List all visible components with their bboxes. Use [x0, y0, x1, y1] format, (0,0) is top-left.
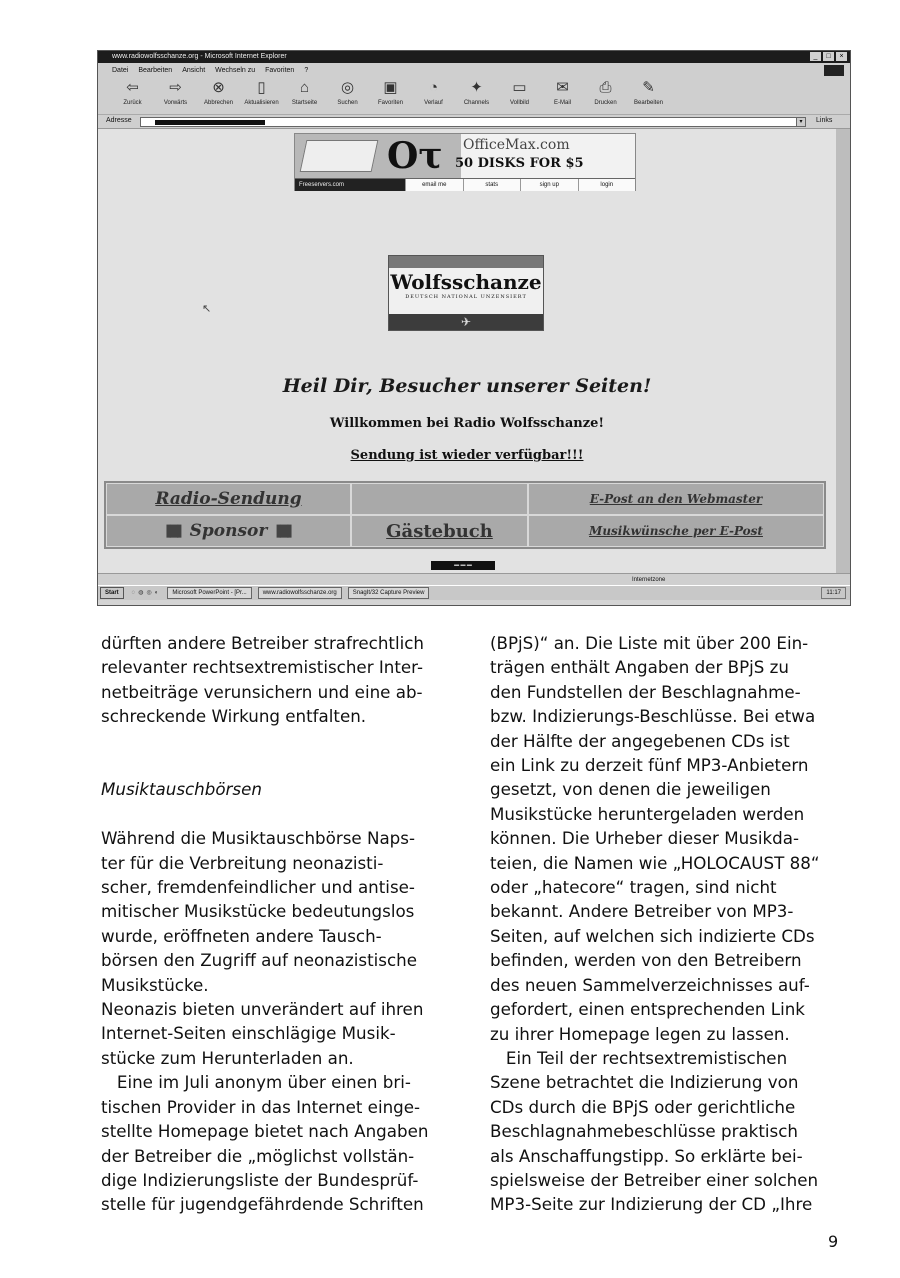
text-line: dürften andere Betreiber strafrechtlich: [101, 633, 424, 653]
taskbar-task[interactable]: www.radiowolfsschanze.org: [258, 587, 342, 599]
text-column-left: [101, 631, 466, 1217]
ad-brand-suffix: .com: [535, 137, 570, 153]
text-line: Eine im Juli anonym über einen bri-: [101, 1072, 411, 1093]
refresh-button[interactable]: ▯ Aktualisieren: [244, 79, 279, 106]
webmaster-email-link[interactable]: E-Post an den Webmaster: [528, 483, 824, 515]
address-input[interactable]: [140, 117, 805, 127]
menu-item[interactable]: Favoriten: [265, 67, 295, 74]
vertical-scrollbar[interactable]: [836, 129, 851, 573]
print-button[interactable]: ⎙ Drucken: [594, 79, 617, 106]
mail-button[interactable]: ✉ E-Mail: [553, 79, 571, 106]
text-line: der Betreiber die „möglichst vollstän-: [101, 1145, 415, 1166]
web-page-content: [98, 129, 836, 573]
menu-item[interactable]: Datei: [112, 67, 129, 74]
text-line: Musikstücke.: [101, 974, 209, 995]
browser-toolbar: [98, 78, 850, 114]
forward-button[interactable]: ⇨ Vorwärts: [163, 79, 188, 106]
text-line: bzw. Indizierungs-Beschlüsse. Bei etwa: [490, 706, 816, 727]
text-line: gesetzt, von denen die jeweiligen: [490, 779, 771, 800]
stop-icon: ⊗: [212, 79, 225, 96]
text-line: börsen den Zugriff auf neonazistische: [101, 950, 417, 971]
favorites-button[interactable]: ▣ Favoriten: [377, 79, 403, 106]
edit-button[interactable]: ✎ Bearbeiten: [633, 79, 664, 106]
ad-logo-glyph: Oτ: [387, 135, 443, 177]
text-line: teien, die Namen wie „HOLOCAUST 88“: [490, 852, 820, 873]
text-line: Neonazis bieten unverändert auf ihren: [101, 999, 424, 1020]
mouse-cursor-icon: ↖: [202, 303, 212, 315]
taskbar-task[interactable]: Microsoft PowerPoint - [Pr...: [167, 587, 251, 599]
host-name[interactable]: Freeservers.com: [295, 179, 405, 191]
redacted-url-bar: [155, 120, 265, 125]
window-titlebar: [98, 51, 850, 63]
text-line: zu ihrer Homepage legen zu lassen.: [490, 1023, 790, 1044]
text-line: Internet-Seiten einschlägige Musik-: [101, 1023, 396, 1044]
ad-offer: 50 DISKS FOR $5: [455, 156, 584, 171]
text-line: netbeiträge verunsichern und eine ab-: [101, 681, 423, 702]
text-line: oder „hatecore“ tragen, sind nicht: [490, 877, 777, 898]
quick-launch-icons[interactable]: ◌◍◎◐: [131, 590, 162, 596]
logo-name: Wolfsschanze: [390, 270, 542, 294]
text-line: als Anschaffungstipp. So erklärte bei-: [490, 1145, 803, 1166]
text-line: Ein Teil der rechtsextremistischen: [490, 1047, 788, 1068]
text-line: Szene betrachtet die Indizierung von: [490, 1072, 799, 1093]
sponsor-badge-icon: ▐█▌: [162, 524, 185, 538]
stop-button[interactable]: ⊗ Abbrechen: [203, 79, 234, 106]
back-arrow-icon: ⇦: [126, 79, 139, 96]
menu-item[interactable]: ?: [304, 67, 309, 74]
host-nav-strip: [295, 178, 635, 191]
sponsor-link[interactable]: [106, 515, 351, 547]
text-line: mitischer Musikstücke bedeutungslos: [101, 901, 415, 922]
history-icon: ◔: [428, 79, 439, 96]
home-button[interactable]: ⌂ Startseite: [291, 79, 318, 106]
logo-top-band: [389, 256, 543, 268]
sponsor-label: Sponsor: [189, 521, 268, 541]
taskbar-task[interactable]: SnagIt/32 Capture Preview: [348, 587, 430, 599]
text-line: den Fundstellen der Beschlagnahme-: [490, 681, 801, 702]
text-line: Musikstücke heruntergeladen werden: [490, 803, 805, 824]
guestbook-link[interactable]: Gästebuch: [351, 515, 528, 547]
text-line: der Hälfte der angegebenen CDs ist: [490, 730, 790, 751]
text-line: schreckende Wirkung entfalten.: [101, 706, 367, 727]
text-line: stücke zum Herunterladen an.: [101, 1047, 354, 1068]
links-label[interactable]: Links: [816, 117, 833, 124]
ad-brand: OfficeMax.com: [463, 137, 570, 153]
disk-stack-image: [300, 140, 379, 172]
host-nav-link[interactable]: sign up: [520, 179, 578, 191]
section-heading: Musiktauschbörsen: [101, 779, 262, 800]
welcome-line: Willkommen bei Radio Wolfsschanze!: [329, 416, 605, 431]
text-line: scher, fremdenfeindlicher und antise-: [101, 877, 415, 898]
menu-item[interactable]: Wechseln zu: [215, 67, 256, 74]
visitor-counter-image: ▬ ▬ ▬: [431, 561, 495, 570]
channels-icon: ✦: [470, 79, 483, 96]
text-line: befinden, werden von den Betreibern: [490, 950, 802, 971]
eagle-emblem-icon: ✈: [389, 314, 543, 330]
favorites-icon: ▣: [383, 79, 398, 96]
refresh-icon: ▯: [257, 79, 266, 96]
host-nav-link[interactable]: login: [578, 179, 636, 191]
text-line: Beschlagnahmebeschlüsse praktisch: [490, 1121, 798, 1142]
maximize-icon[interactable]: □: [823, 52, 834, 61]
text-line: gefordert, einen entsprechenden Link: [490, 999, 805, 1020]
system-tray-clock: 11:17: [821, 587, 846, 599]
text-line: bekannt. Andere Betreiber von MP3-: [490, 901, 794, 922]
text-line: (BPjS)“ an. Die Liste mit über 200 Ein-: [490, 633, 809, 653]
page-greeting: Heil Dir, Besucher unserer Seiten!: [282, 375, 652, 397]
ad-artwork: [295, 134, 461, 178]
security-zone: Internetzone: [632, 577, 666, 583]
text-line: CDs durch die BPjS oder gerichtliche: [490, 1096, 796, 1117]
host-nav-link[interactable]: email me: [405, 179, 463, 191]
text-line: des neuen Sammelverzeichnisses auf-: [490, 974, 810, 995]
search-button[interactable]: ◎ Suchen: [337, 79, 358, 106]
fullscreen-button[interactable]: ▭ Vollbild: [509, 79, 529, 106]
text-line: spielsweise der Betreiber einer solchen: [490, 1169, 819, 1190]
text-line: wurde, eröffneten andere Tausch-: [101, 925, 382, 946]
sponsor-badge-icon: ▐█▌: [272, 524, 295, 538]
windows-logo-icon: [824, 65, 844, 76]
forward-arrow-icon: ⇨: [169, 79, 182, 96]
text-line: Während die Musiktauschbörse Naps-: [101, 828, 415, 849]
text-line: ter für die Verbreitung neonazisti-: [101, 852, 384, 873]
menu-item[interactable]: Bearbeiten: [138, 67, 173, 74]
history-button[interactable]: ◔ Verlauf: [424, 79, 443, 106]
menu-bar: [98, 63, 850, 78]
text-line: trägen enthält Angaben der BPjS zu: [490, 657, 789, 678]
text-line: relevanter rechtsextremistischer Inter-: [101, 657, 423, 678]
print-icon: ⎙: [599, 79, 612, 96]
text-column-right: [490, 631, 852, 1217]
logo-subtitle: DEUTSCH NATIONAL UNZENSIERT: [405, 294, 527, 300]
mail-icon: ✉: [556, 79, 569, 96]
text-line: dige Indizierungsliste der Bundesprüf-: [101, 1169, 419, 1190]
menu-item[interactable]: Ansicht: [182, 67, 206, 74]
text-line: stelle für jugendgefährdende Schriften: [101, 1194, 424, 1215]
radio-broadcast-link[interactable]: Radio-Sendung: [106, 483, 351, 515]
text-line: ein Link zu derzeit fünf MP3-Anbietern: [490, 755, 809, 776]
search-icon: ◎: [340, 79, 355, 96]
text-line: tischen Provider in das Internet einge-: [101, 1096, 421, 1117]
home-icon: ⌂: [299, 79, 310, 96]
broadcast-link[interactable]: Sendung ist wieder verfügbar!!!: [350, 448, 584, 463]
text-line: Seiten, auf welchen sich indizierte CDs: [490, 925, 815, 946]
text-line: MP3-Seite zur Indizierung der CD „Ihre: [490, 1194, 813, 1215]
address-bar: [98, 114, 850, 129]
banner-ad[interactable]: [294, 133, 636, 191]
close-icon[interactable]: ×: [836, 52, 847, 61]
address-dropdown-icon[interactable]: ▾: [796, 117, 806, 127]
text-line: können. Die Urheber dieser Musikda-: [490, 828, 800, 849]
browser-screenshot: [97, 50, 851, 606]
start-button[interactable]: Start: [100, 587, 124, 599]
windows-taskbar: [98, 585, 850, 600]
edit-icon: ✎: [642, 79, 655, 96]
window-controls: [810, 52, 847, 61]
minimize-icon[interactable]: _: [810, 52, 821, 61]
page-number: 9: [828, 1232, 839, 1251]
music-request-link[interactable]: Musikwünsche per E-Post: [528, 515, 824, 547]
fullscreen-icon: ▭: [512, 79, 527, 96]
address-label: Adresse: [106, 117, 132, 124]
window-title: www.radiowolfsschanze.org - Microsoft Internet Explorer: [112, 53, 287, 60]
text-line: stellte Homepage bietet nach Angaben: [101, 1121, 429, 1142]
empty-nav-cell: [351, 483, 528, 515]
site-nav-table: [104, 481, 826, 549]
site-logo: [388, 255, 544, 331]
host-nav-link[interactable]: stats: [463, 179, 521, 191]
back-button[interactable]: ⇦ Zurück: [123, 79, 142, 106]
channels-button[interactable]: ✦ Channels: [463, 79, 490, 106]
